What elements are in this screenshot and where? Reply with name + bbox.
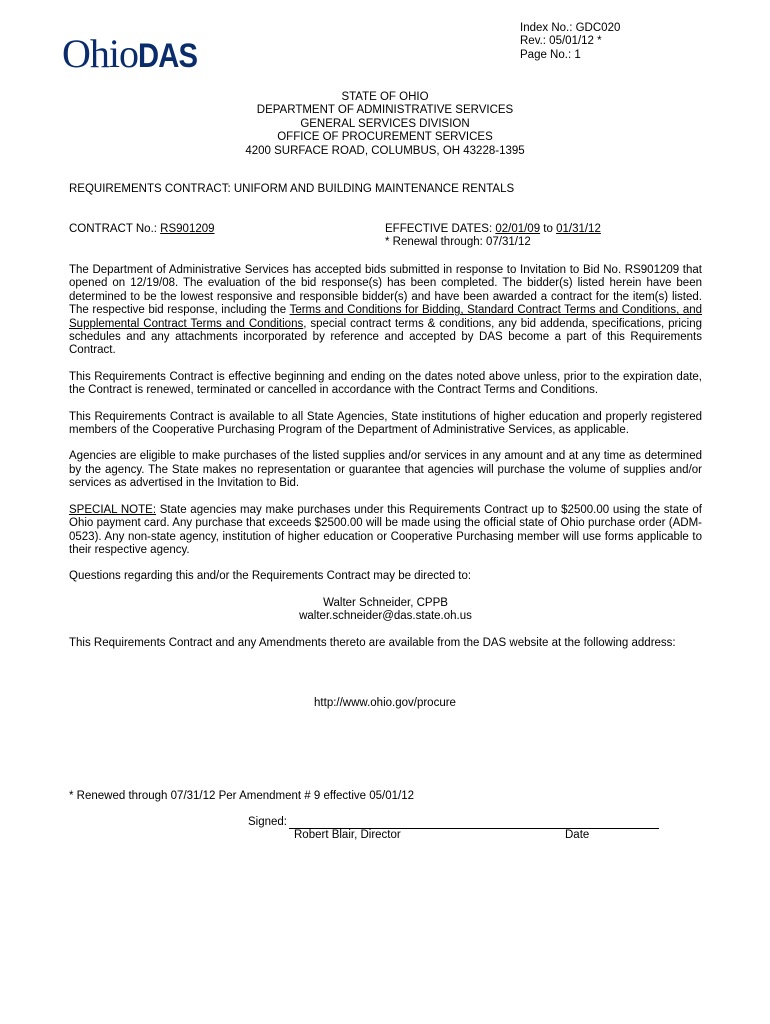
director-name: Robert Blair, Director — [294, 829, 401, 841]
effective-paragraph: This Requirements Contract is effective beginning and ending on the dates noted above unless, prior to the expiration date, the Contract is renewed, terminated or cancelled in accordance with the Contract Terms and Conditions. — [69, 370, 702, 397]
questions-paragraph: Questions regarding this and/or the Requirements Contract may be directed to: — [69, 570, 472, 583]
agency-line: STATE OF OHIO — [341, 91, 429, 103]
index-number: Index No.: GDC020 — [520, 22, 621, 34]
effective-dates — [385, 223, 601, 250]
agency-line: OFFICE OF PROCUREMENT SERVICES — [277, 131, 493, 144]
signed-label: Signed: — [248, 816, 288, 828]
date-label: Date — [565, 829, 590, 841]
agency-line: DEPARTMENT OF ADMINISTRATIVE SERVICES — [256, 104, 514, 117]
agency-header — [0, 91, 770, 158]
contact-name: Walter Schneider, CPPB — [323, 596, 448, 609]
terms-and-conditions-link[interactable]: Terms and Conditions for Bidding, Standard Contract Terms and Conditions, and Supplemental Contract Terms and Conditions — [69, 304, 703, 330]
website-paragraph: This Requirements Contract and any Amendments thereto are available from the DAS website at the following address: — [69, 636, 676, 649]
award-text-continued: , special contract terms & conditions, any bid addenda, specifications, pricing schedules and any attachments incorporated by reference and accepted by DAS become a part of this Requirements Contract. — [69, 317, 702, 357]
page-number: Page No.: 1 — [520, 48, 581, 61]
effective-end-date: 01/31/12 — [556, 223, 601, 235]
special-note-text: State agencies may make purchases under this Requirements Contract up to $2500.00 using the state of Ohio payment card. Any purchase that exceeds $2500.00 will be made using the official state of Ohio purchase order (ADM-0523). Any non-state agency, institution of higher education or Cooperative Purchasing member will use forms applicable to their respective agency. — [69, 503, 702, 556]
contract-body — [69, 264, 702, 663]
availability-paragraph: This Requirements Contract is available to all State Agencies, State institutions of higher education and properly registered members of the Cooperative Purchasing Program of the Department of Administrative Services, as applicable. — [69, 410, 702, 437]
logo-das-text: DAS — [138, 37, 198, 75]
contract-number: RS901209 — [160, 223, 215, 235]
effective-dates-label: EFFECTIVE DATES: — [385, 223, 496, 235]
special-note-label: SPECIAL NOTE: — [69, 503, 157, 516]
award-text: The Department of Administrative Services has accepted bids submitted in response to Invitation to Bid No. RS901209 that opened on 12/19/08. The evaluation of the bid response(s) has been completed. The bidder(s) listed herein have been determined to be the lowest responsive and responsible bidder(s) and have been awarded a contract for the item(s) listed. The respective bid response, including the — [69, 264, 702, 317]
index-block — [520, 22, 620, 62]
revision-date: Rev.: 05/01/12 * — [520, 35, 602, 48]
renewal-through: * Renewal through: 07/31/12 — [385, 236, 531, 249]
renewed-note: * Renewed through 07/31/12 Per Amendment # 9 effective 05/01/12 — [69, 790, 415, 802]
agency-line: GENERAL SERVICES DIVISION — [300, 117, 470, 130]
contract-number-line — [69, 223, 215, 236]
ohio-das-logo — [62, 31, 207, 76]
agency-line: 4200 SURFACE ROAD, COLUMBUS, OH 43228-1395 — [245, 144, 525, 157]
effective-to: to — [540, 223, 557, 235]
contact-email[interactable]: walter.schneider@das.state.oh.us — [299, 610, 472, 623]
requirements-contract-title: REQUIREMENTS CONTRACT: UNIFORM AND BUILDING MAINTENANCE RENTALS — [69, 183, 515, 195]
contract-number-label: CONTRACT No.: — [69, 223, 161, 235]
logo-ohio-text: Ohio — [62, 31, 138, 76]
procurement-url[interactable]: http://www.ohio.gov/procure — [314, 697, 456, 709]
special-note-paragraph — [69, 504, 702, 558]
contact-block — [69, 597, 702, 624]
award-paragraph — [69, 264, 702, 358]
eligibility-paragraph: Agencies are eligible to make purchases of the listed supplies and/or services in any amount and at any time as determined by the agency. The State makes no representation or guarantee that agencies will purchase the volume of supplies and/or services as advertised in the Invitation to Bid. — [69, 450, 702, 490]
effective-start-date: 02/01/09 — [495, 223, 541, 235]
